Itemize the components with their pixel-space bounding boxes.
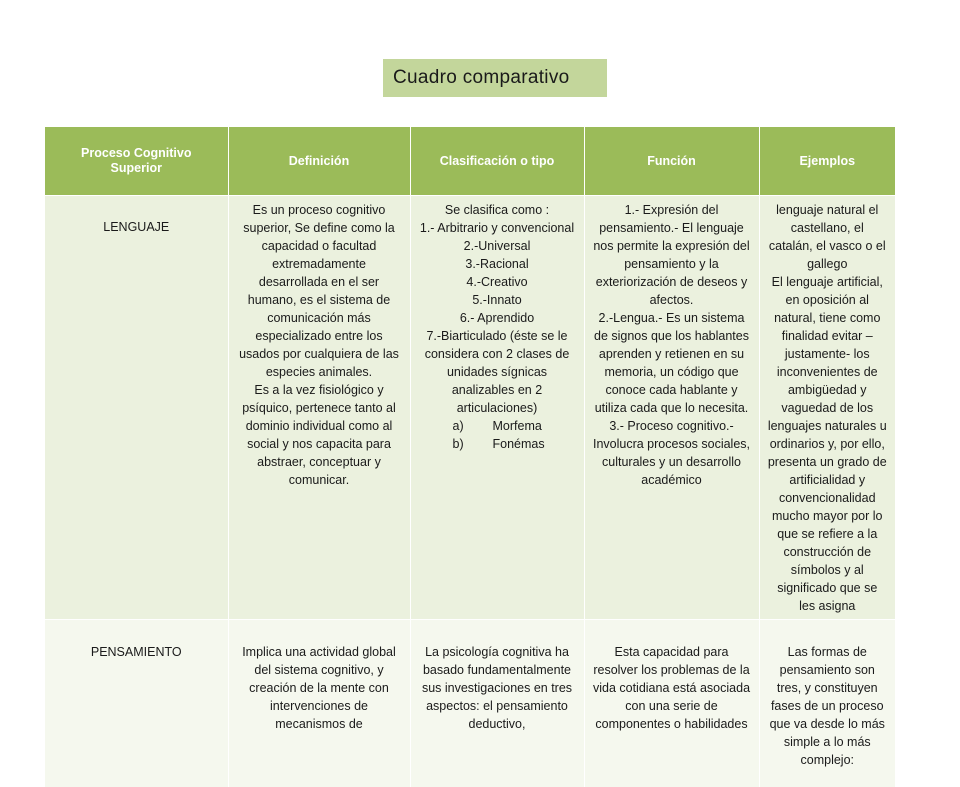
- sub-list-item: [419, 417, 576, 435]
- text-paragraph: 1.- Expresión del pensamiento.- El lenguaje nos permite la expresión del pensamiento y la exteriorización de deseos y afectos.: [593, 201, 751, 309]
- cell-ejemplos: [759, 196, 895, 620]
- table-row: [45, 620, 895, 787]
- header-proceso: Proceso Cognitivo Superior: [45, 127, 228, 196]
- list-item: 2.-Universal: [419, 237, 576, 255]
- list-item: 6.- Aprendido: [419, 309, 576, 327]
- text-paragraph: Implica una actividad global del sistema cognitivo, y creación de la mente con intervenciones de mecanismos de: [237, 643, 402, 733]
- cell-clasificacion: [410, 196, 584, 620]
- header-definicion: Definición: [228, 127, 410, 196]
- list-item: 7.-Biarticulado (éste se le considera con 2 clases de unidades sígnicas analizables en 2 articulaciones): [419, 327, 576, 417]
- text-paragraph: lenguaje natural el castellano, el catalán, el vasco o el gallego: [768, 201, 888, 273]
- text-paragraph: 3.- Proceso cognitivo.- Involucra procesos sociales, culturales y un desarrollo académico: [593, 417, 751, 489]
- cell-definicion: [228, 620, 410, 787]
- cell-funcion: [584, 620, 759, 787]
- list-item: 3.-Racional: [419, 255, 576, 273]
- text-paragraph: Es un proceso cognitivo superior, Se define como la capacidad o facultad extremadamente desarrollada en el ser humano, es el sistema de comunicación más especializado entre los usados por cualquiera de las especies animales.: [237, 201, 402, 381]
- sub-list-item: [419, 435, 576, 453]
- cell-ejemplos: [759, 620, 895, 787]
- sub-item-text: Morfema: [493, 419, 542, 433]
- cell-clasificacion: [410, 620, 584, 787]
- table-row: [45, 196, 895, 620]
- text-paragraph: Esta capacidad para resolver los problemas de la vida cotidiana está asociada con una serie de componentes o habilidades: [593, 643, 751, 733]
- sub-item-text: Fonémas: [493, 437, 545, 451]
- text-paragraph: El lenguaje artificial, en oposición al natural, tiene como finalidad evitar – justamente- los inconvenientes de ambigüedad y vaguedad de los lenguajes naturales u ordinarios y, por ello, presenta un grado de artificialidad y convencionalidad mucho mayor por lo que se refiere a la construcción de símbolos y al significado que se les asigna: [768, 273, 888, 615]
- header-funcion: Función: [584, 127, 759, 196]
- text-paragraph: 2.-Lengua.- Es un sistema de signos que los hablantes aprenden y retienen en su memoria, un código que conoce cada hablante y utiliza cada que lo necesita.: [593, 309, 751, 417]
- list-item: 1.- Arbitrario y convencional: [419, 219, 576, 237]
- text-paragraph: La psicología cognitiva ha basado fundamentalmente sus investigaciones en tres aspectos: el pensamiento deductivo,: [419, 643, 576, 733]
- cell-proceso: LENGUAJE: [45, 196, 228, 620]
- text-paragraph: Las formas de pensamiento son tres, y constituyen fases de un proceso que va desde lo más simple a lo más complejo:: [768, 643, 888, 769]
- text-paragraph: Es a la vez fisiológico y psíquico, pertenece tanto al dominio individual como al social y nos capacita para abstraer, conceptuar y comunicar.: [237, 381, 402, 489]
- header-clasificacion: Clasificación o tipo: [410, 127, 584, 196]
- page-title: Cuadro comparativo: [383, 59, 607, 97]
- comparison-table: [45, 127, 895, 787]
- list-item: 5.-Innato: [419, 291, 576, 309]
- cell-funcion: [584, 196, 759, 620]
- header-ejemplos: Ejemplos: [759, 127, 895, 196]
- list-item: Se clasifica como :: [419, 201, 576, 219]
- cell-definicion: [228, 196, 410, 620]
- sub-item-label: b): [453, 435, 493, 453]
- table-header-row: [45, 127, 895, 196]
- list-item: 4.-Creativo: [419, 273, 576, 291]
- sub-item-label: a): [453, 417, 493, 435]
- cell-proceso: PENSAMIENTO: [45, 620, 228, 787]
